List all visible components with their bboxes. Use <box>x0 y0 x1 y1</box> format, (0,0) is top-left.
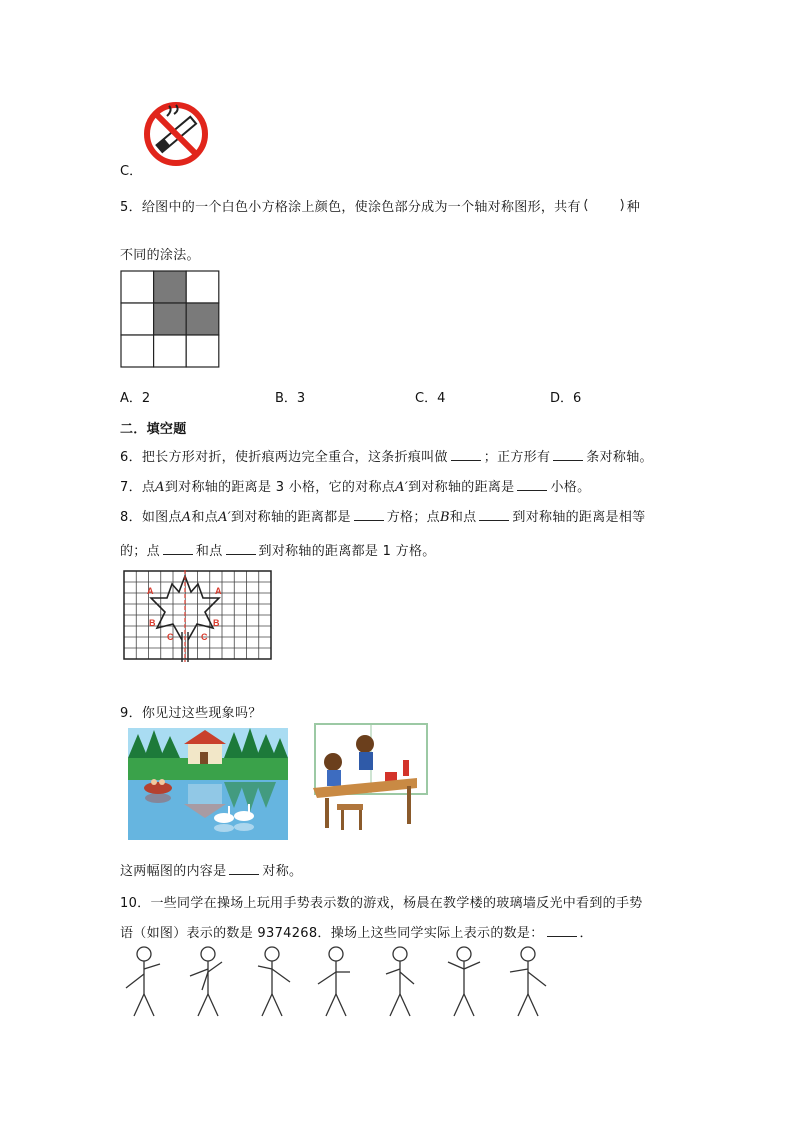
gesture-figure-3 <box>258 947 290 1016</box>
label-c-left: C <box>167 632 174 642</box>
label-b-left: B <box>149 618 156 628</box>
q9-blank[interactable] <box>229 862 259 875</box>
no-smoking-sign <box>140 100 212 168</box>
q10-text-line2: 语（如图）表示的数是 9374268．操场上这些同学实际上表示的数是： ． <box>120 926 593 941</box>
grid-cell-white[interactable] <box>154 335 187 367</box>
grid-cell-shaded <box>154 303 187 335</box>
q8-leaf-grid-figure <box>123 570 273 666</box>
label-c-right: C <box>201 632 208 642</box>
label-a-left: A <box>147 586 154 596</box>
q9-text: 9．你见过这些现象吗？ <box>120 706 262 721</box>
q7-text: 7．点A到对称轴的距离是 3 小格，它的对称点A′到对称轴的距离是 小格。 <box>120 480 591 495</box>
gesture-figure-1 <box>126 947 160 1016</box>
q7-blank[interactable] <box>517 478 547 491</box>
gesture-figure-5 <box>386 947 414 1016</box>
q5-grid-figure <box>120 270 220 372</box>
q8-text: 8．如图点A和点A′到对称轴的距离都是 方格；点B和点 到对称轴的距离是相等 <box>120 510 646 525</box>
gesture-figure-2 <box>190 947 222 1016</box>
q5-text-line2: 不同的涂法。 <box>120 248 200 263</box>
q5-option-d[interactable]: D．6 <box>550 391 582 406</box>
label-a-right: A <box>215 586 222 596</box>
q9-answer-line: 这两幅图的内容是 对称。 <box>120 864 303 879</box>
gesture-figures <box>118 944 558 1024</box>
q6-text: 6．把长方形对折，使折痕两边完全重合，这条折痕叫做 ；正方形有 条对称轴。 <box>120 450 653 465</box>
q8-blank-4[interactable] <box>226 542 256 555</box>
gesture-figure-4 <box>318 947 350 1016</box>
grid-cell-shaded <box>186 303 219 335</box>
q5-option-b[interactable]: B．3 <box>275 391 306 406</box>
q6-blank-2[interactable] <box>553 448 583 461</box>
q5-text: 5．给图中的一个白色小方格涂上颜色，使涂色部分成为一个轴对称图形，共有 种 <box>120 200 641 215</box>
gesture-figure-6 <box>448 947 480 1016</box>
grid-cell-white[interactable] <box>121 271 154 303</box>
q5-option-c[interactable]: C．4 <box>415 391 446 406</box>
grid-cell-white[interactable] <box>121 303 154 335</box>
section-title: 二．填空题 <box>120 422 187 437</box>
q8-blank-3[interactable] <box>163 542 193 555</box>
grid-cell-white[interactable] <box>121 335 154 367</box>
mirror-students-picture <box>307 722 437 844</box>
q10-blank[interactable] <box>547 924 577 937</box>
q8-blank-2[interactable] <box>479 508 509 521</box>
grid-cell-shaded <box>154 271 187 303</box>
q5-option-a[interactable]: A．2 <box>120 391 151 406</box>
q6-blank-1[interactable] <box>451 448 481 461</box>
q8-text-line2: 的；点 和点 到对称轴的距离都是 1 方格。 <box>120 544 436 559</box>
gesture-figure-7 <box>510 947 546 1016</box>
grid-cell-white[interactable] <box>186 335 219 367</box>
lake-reflection-picture <box>128 728 288 844</box>
q8-blank-1[interactable] <box>354 508 384 521</box>
grid-cell-white[interactable] <box>186 271 219 303</box>
option-c-label: C． <box>120 164 143 179</box>
q10-text-line1: 10．一些同学在操场上玩用手势表示数的游戏，杨晨在教学楼的玻璃墙反光中看到的手势 <box>120 896 643 911</box>
label-b-right: B <box>213 618 220 628</box>
